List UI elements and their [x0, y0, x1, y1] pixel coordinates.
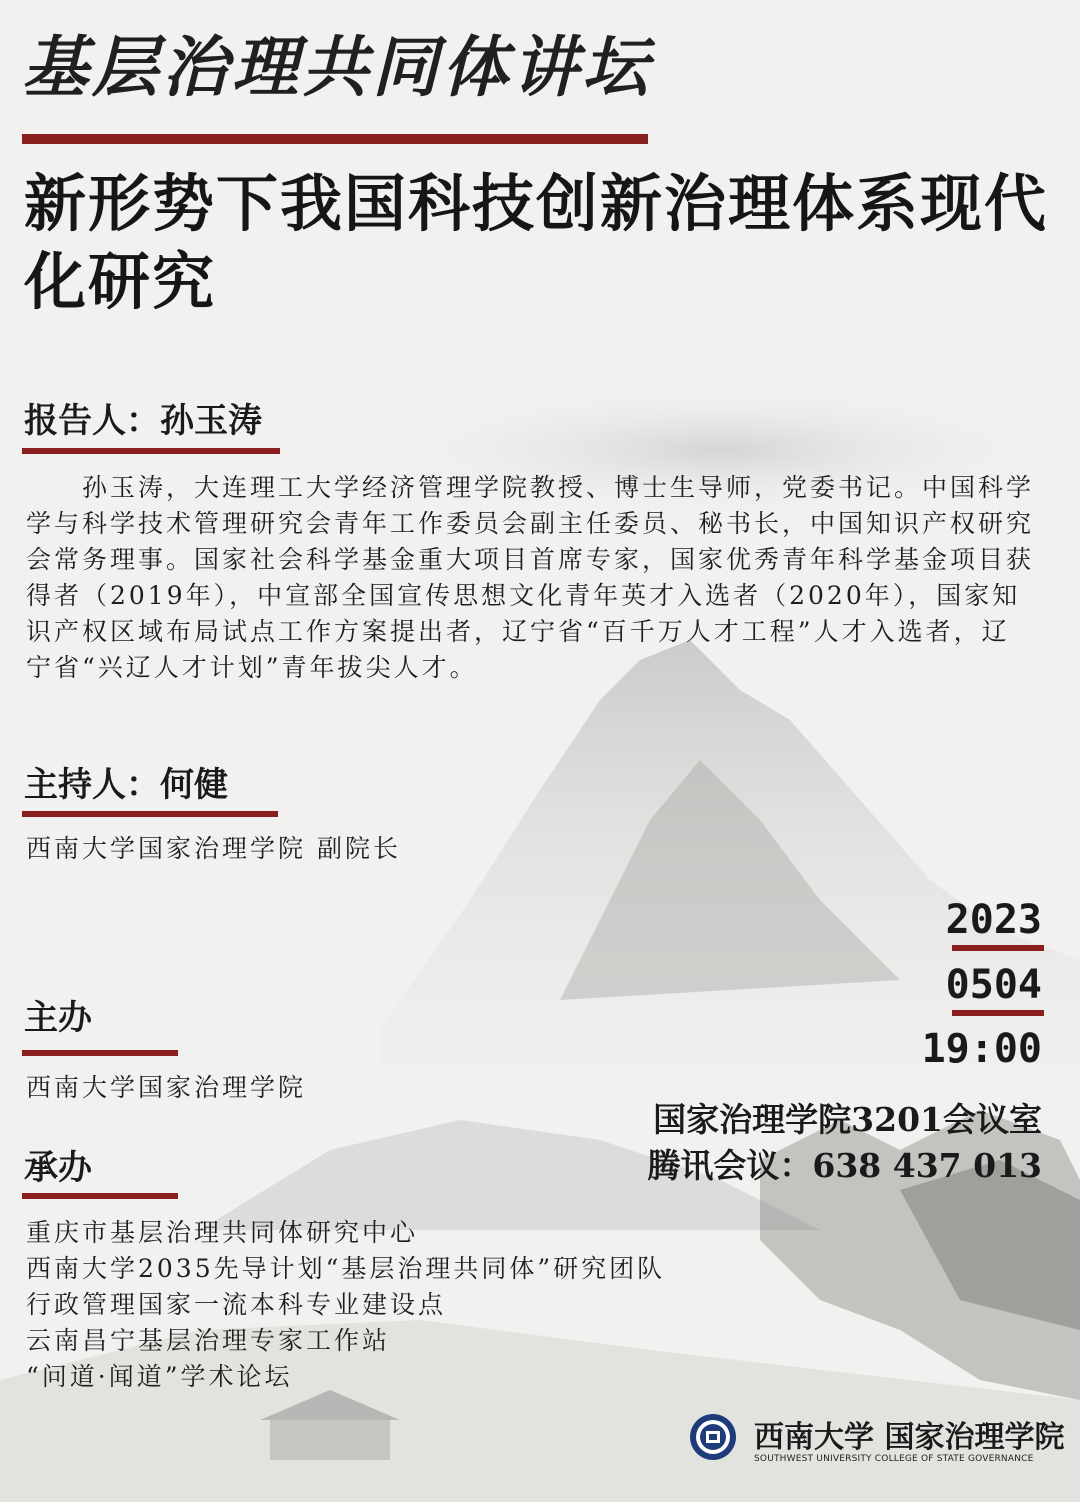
date-underline [952, 1010, 1044, 1016]
college-logo [688, 1408, 1065, 1478]
logo-english-name: SOUTHWEST UNIVERSITY COLLEGE OF STATE GOVERNANCE [754, 1454, 1034, 1464]
event-year: 2023 [945, 897, 1042, 943]
organizer-underline [22, 1050, 178, 1056]
list-item: 行政管理国家一流本科专业建设点 [26, 1290, 447, 1319]
event-venue: 国家治理学院3201会议室 [653, 1100, 1042, 1139]
speaker-bio: 孙玉涛，大连理工大学经济管理学院教授、博士生导师，党委书记。中国科学学与科学技术管理研究会青年工作委员会副主任委员、秘书长，中国知识产权研究会常务理事。国家社会科学基金重大项目首席专家，国家优秀青年科学基金项目获得者（2019年），中宣部全国宣传思想文化青年英才入选者（2020年），国家知识产权区域布局试点工作方案提出者，辽宁省“百千万人才工程”人才入选者，辽宁省“兴辽人才计划”青年拔尖人才。 [26, 473, 1035, 682]
host-description: 西南大学国家治理学院 副院长 [26, 834, 401, 863]
host-underline [22, 811, 278, 817]
speaker-heading: 报告人：孙玉涛 [24, 401, 262, 441]
event-time: 19:00 [921, 1026, 1042, 1072]
lecture-title: 新形势下我国科技创新治理体系现代化研究 [24, 167, 1049, 318]
list-item: “问道·闻道”学术论坛 [26, 1362, 293, 1391]
university-emblem-icon [688, 1412, 738, 1462]
speaker-underline [22, 448, 280, 454]
co-organizer-heading: 承办 [24, 1148, 92, 1188]
logo-chinese-name: 西南大学 国家治理学院 [754, 1420, 1065, 1455]
co-organizer-underline [22, 1193, 178, 1199]
event-date: 0504 [945, 962, 1042, 1008]
series-title: 基层治理共同体讲坛 [22, 28, 652, 106]
list-item: 西南大学2035先导计划“基层治理共同体”研究团队 [26, 1254, 666, 1283]
series-title-underline [22, 134, 648, 144]
year-underline [952, 945, 1044, 951]
tencent-meeting-id: 腾讯会议：638 437 013 [647, 1146, 1042, 1185]
list-item: 重庆市基层治理共同体研究中心 [26, 1218, 419, 1247]
organizer-heading: 主办 [24, 998, 92, 1038]
co-organizer-list [26, 1215, 665, 1395]
host-heading: 主持人：何健 [24, 765, 228, 805]
organizer-name: 西南大学国家治理学院 [26, 1073, 307, 1102]
list-item: 云南昌宁基层治理专家工作站 [26, 1326, 391, 1355]
